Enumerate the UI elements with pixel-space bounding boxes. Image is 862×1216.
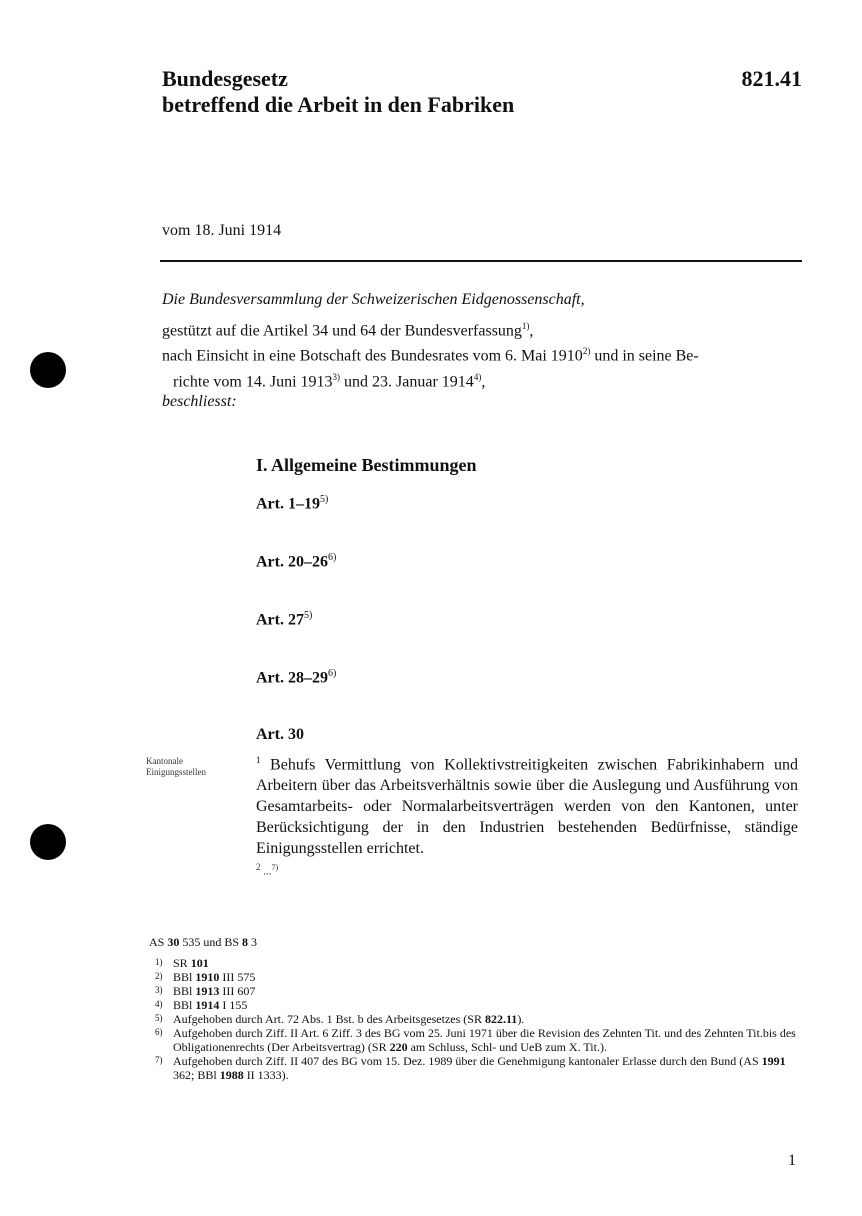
preamble-line-2: nach Einsicht in eine Botschaft des Bundesrates vom 6. Mai 1910$^{2)}$ und in seine Be- (162, 346, 699, 365)
footnote: 3) BBl 1913 III 607 (155, 984, 256, 998)
enactment-date: vom 18. Juni 1914 (162, 222, 282, 239)
preamble (162, 290, 802, 412)
source-reference: AS 30 535 und BS 8 3 (149, 935, 258, 949)
article-heading: Art. 28–29$^{6)}$ (256, 668, 337, 687)
preamble-line-3: richte vom 14. Juni 1913$^{3)}$ und 23. Januar 1914$^{4)}$, (173, 371, 486, 390)
footnotes (155, 956, 800, 1082)
punch-hole-icon (30, 824, 66, 860)
article-30-paragraph-1: $^1$ Behufs Vermittlung von Kollektivstreitigkeiten zwischen Fabrikinhabern und Arbeitern über das Arbeitsverhältnis sowie über die Auslegung und Ausführung von Gesamtarbeits- oder Normalarbeitsverträgen werden von den Kantonen, unter Berücksichtigung der in den Industrien bestehenden Bedürfnisse, ständige Einigungsstellen errichtet. (256, 755, 799, 858)
divider (160, 260, 802, 262)
preamble-assembly: Die Bundesversammlung der Schweizerischen Eidgenossenschaft, (162, 291, 585, 308)
margin-note: Kantonale Einigungsstellen (146, 756, 206, 777)
page-number: 1 (788, 1152, 796, 1169)
footnote: 2) BBl 1910 III 575 (155, 970, 256, 984)
title-line-2: betreffend die Arbeit in den Fabriken (162, 92, 515, 117)
article-heading: Art. 20–26$^{6)}$ (256, 552, 337, 571)
preamble-resolves: beschliesst: (162, 392, 237, 410)
footnote: 7) Aufgehoben durch Ziff. II 407 des BG vom 15. Dez. 1989 über die Genehmigung kantonaler Erlasse durch den Bund (AS 1991 362; BBl 1988 II 1333). (155, 1054, 786, 1082)
law-title (162, 66, 514, 118)
article-heading: Art. 1–19$^{5)}$ (256, 494, 329, 513)
punch-hole-icon (30, 352, 66, 388)
sr-number: 821.41 (741, 66, 802, 91)
article-heading: Art. 30 (256, 726, 304, 743)
title-line-1: Bundesgesetz (162, 66, 288, 91)
article-heading: Art. 27$^{5)}$ (256, 610, 313, 629)
footnote: 4) BBl 1914 I 155 (155, 998, 248, 1012)
preamble-line-1: gestützt auf die Artikel 34 und 64 der Bundesverfassung$^{1)}$, (162, 321, 534, 340)
footnote: 6) Aufgehoben durch Ziff. II Art. 6 Ziff. 3 des BG vom 25. Juni 1971 über die Revision des Zehnten Tit. und des Zehnten Tit.bis des Obligationenrechts (Der Arbeitsvertrag) (SR 220 am Schluss, Schl- und UeB zum X. Tit.). (155, 1026, 796, 1054)
article-30-paragraph-2: $^2$ ...$^{7)}$ (256, 862, 279, 878)
footnote: 5) Aufgehoben durch Art. 72 Abs. 1 Bst. b des Arbeitsgesetzes (SR 822.11). (155, 1012, 525, 1026)
section-heading: I. Allgemeine Bestimmungen (256, 455, 477, 475)
footnote: 1) SR 101 (155, 956, 209, 970)
